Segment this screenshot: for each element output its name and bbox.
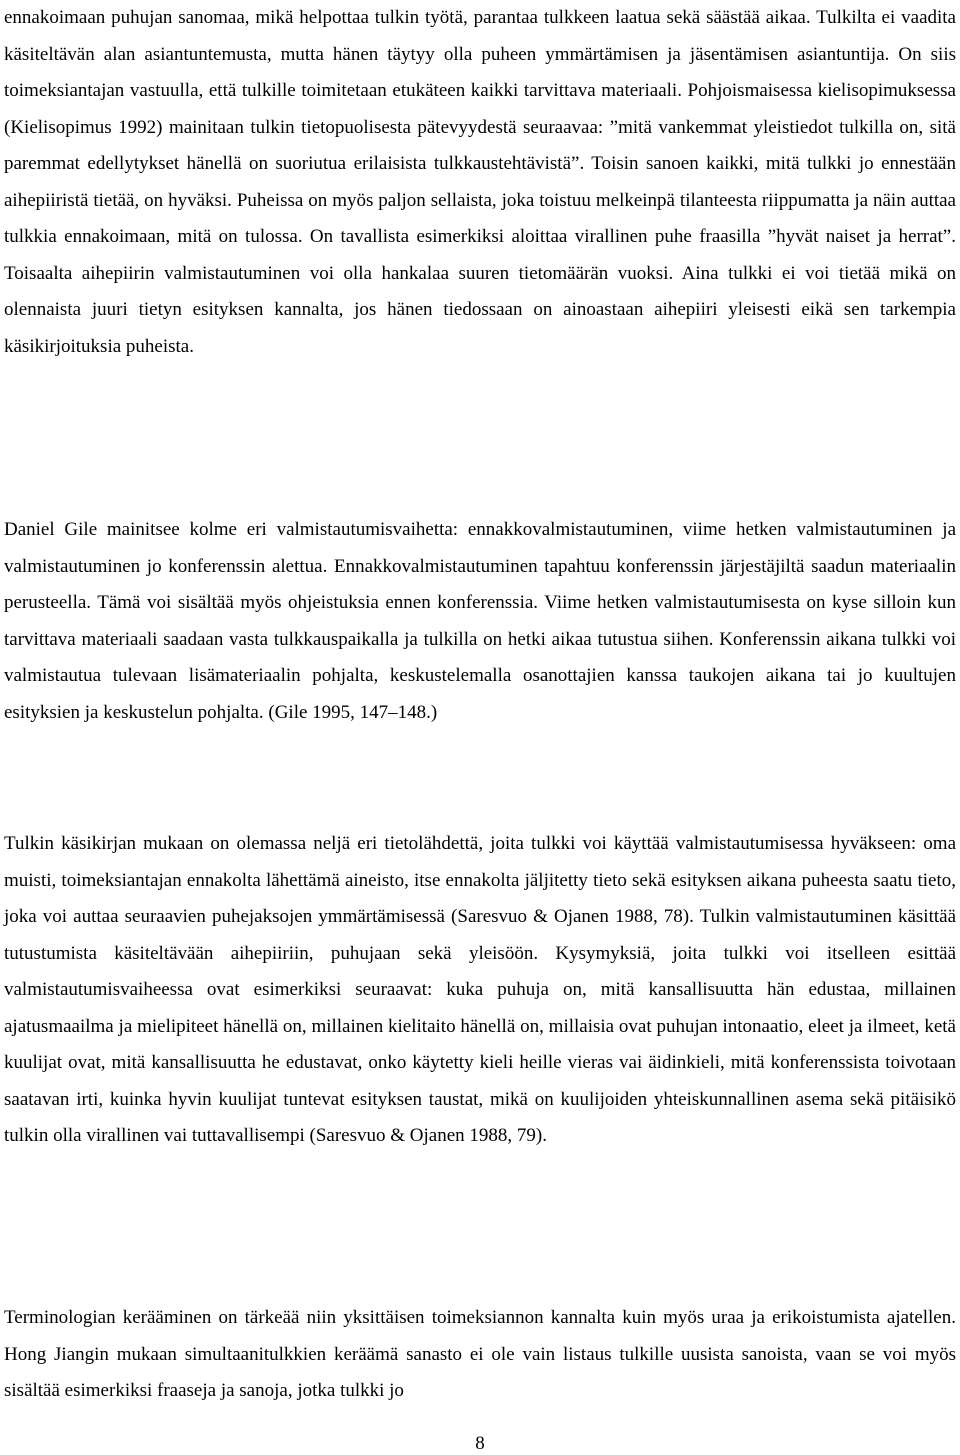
paragraph-4: Terminologian kerääminen on tärkeää niin yksittäisen toimeksiannon kannalta kuin myös uraa ja erikoistumista ajatellen. Hong Jiangin mukaan simultaanitulkkien keräämä sanasto ei ole vain listaus tulkille uusista sanoista, vaan se voi myös sisältää esimerkiksi fraaseja ja sanoja, jotka tulkki jo [4, 1307, 956, 1401]
paragraph-1: ennakoimaan puhujan sanomaa, mikä helpottaa tulkin työtä, parantaa tulkkeen laatua sekä säästää aikaa. Tulkilta ei vaadita käsiteltävän alan asiantuntemusta, mutta hänen täytyy olla puheen ymmärtämisen ja jäsentämisen asiantuntija. On siis toimeksiantajan vastuulla, että tulkille toimitetaan etukäteen kaikki tarvittava materiaali. Pohjoismaisessa kielisopimuksessa (Kielisopimus 1992) mainitaan tulkin tietopuolisesta pätevyydestä seuraavaa: ”mitä vankemmat yleistiedot tulkilla on, sitä paremmat edellytykset hänellä on suoriutua erilaisista tulkkaustehtävistä”. Toisin sanoen kaikki, mitä tulkki jo ennestään aihepiiristä tietää, on hyväksi. Puheissa on myös paljon sellaista, joka toistuu melkeinpä tilanteesta riippumatta ja näin auttaa tulkkia ennakoimaan, mitä on tulossa. On tavallista esimerkiksi aloittaa virallinen puhe fraasilla ”hyvät naiset ja herrat”. Toisaalta aihepiirin valmistautuminen voi olla hankalaa suuren tietomäärän vuoksi. Aina tulkki ei voi tietää mikä on olennaista juuri tietyn esityksen kannalta, jos hänen tiedossaan on ainoastaan aihepiiri yleisesti eikä sen tarkempia käsikirjoituksia puheista. [4, 7, 956, 357]
page-number: 8 [475, 1433, 485, 1454]
paragraph-3: Tulkin käsikirjan mukaan on olemassa neljä eri tietolähdettä, joita tulkki voi käyttää valmistautumisessa hyväkseen: oma muisti, toimeksiantajan ennakolta lähettämä aineisto, itse ennakolta jäljitetty tieto sekä esityksen aikana puheesta saatu tieto, joka voi auttaa seuraavien puhejaksojen ymmärtämisessä (Saresvuo & Ojanen 1988, 78). Tulkin valmistautuminen käsittää tutustumista käsiteltävään aihepiiriin, puhujaan sekä yleisöön. Kysymyksiä, joita tulkki voi itselleen esittää valmistautumisvaiheessa ovat esimerkiksi seuraavat: kuka puhuja on, mitä kansallisuutta hän edustaa, millainen ajatusmaailma ja mielipiteet hänellä on, millainen kielitaito hänellä on, millaisia ovat puhujan intonaatio, eleet ja ilmeet, ketä kuulijat ovat, mitä kansallisuutta he edustavat, onko käytetty kieli heille vieras vai äidinkieli, mitä konferenssista toivotaan saatavan irti, kuinka hyvin kuulijat tuntevat esityksen taustat, mikä on kuulijoiden yhteiskunnallinen asema sekä pitäisikö tulkin olla virallinen vai tuttavallisempi (Saresvuo & Ojanen 1988, 79). [4, 833, 956, 1146]
paragraph-2: Daniel Gile mainitsee kolme eri valmistautumisvaihetta: ennakkovalmistautuminen, viime hetken valmistautuminen ja valmistautuminen jo konferenssin alettua. Ennakkovalmistautuminen tapahtuu konferenssin järjestäjiltä saadun materiaalin perusteella. Tämä voi sisältää myös ohjeistuksia ennen konferenssia. Viime hetken valmistautumisesta on kyse silloin kun tarvittava materiaali saadaan vasta tulkkauspaikalla ja tulkilla on hetki aikaa tutustua siihen. Konferenssin aikana tulkki voi valmistautua tulevaan lisämateriaalin pohjalta, keskustelemalla osanottajien kanssa taukojen aikana tai jo kuultujen esityksien ja keskustelun pohjalta. (Gile 1995, 147–148.) [4, 519, 956, 723]
